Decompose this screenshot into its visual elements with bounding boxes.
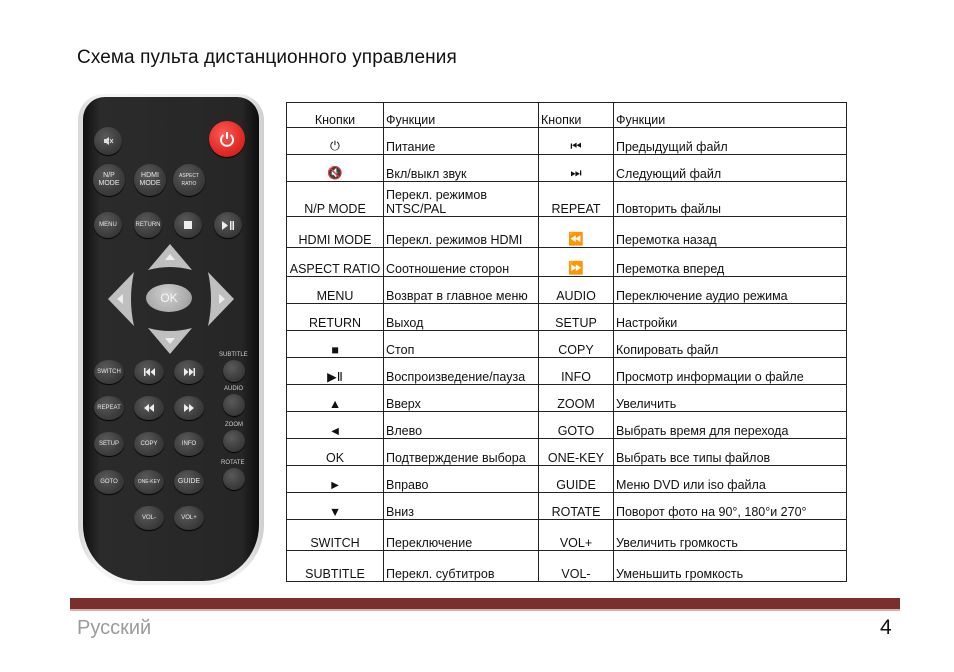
- function-cell: Настройки: [614, 304, 847, 331]
- header-functions-2: Функции: [614, 103, 847, 128]
- function-cell: Увеличить: [614, 385, 847, 412]
- function-cell: Повторить файлы: [614, 182, 847, 217]
- function-cell: Вниз: [384, 493, 539, 520]
- next-icon: [184, 368, 195, 376]
- left-arrow-icon: [108, 272, 136, 326]
- vol-plus-button: VOL+: [174, 506, 204, 530]
- button-cell: ▶Ⅱ: [287, 358, 384, 385]
- header-buttons-2: Кнопки: [539, 103, 614, 128]
- button-cell: ⏮: [539, 128, 614, 155]
- table-header-row: [287, 103, 847, 128]
- button-cell: SETUP: [539, 304, 614, 331]
- button-cell: GOTO: [539, 412, 614, 439]
- remote-control-image: [78, 94, 264, 585]
- function-cell: Выбрать все типы файлов: [614, 439, 847, 466]
- down-arrow-icon: [148, 326, 192, 354]
- stop-icon: [184, 221, 192, 229]
- function-cell: Перекл. режимов NTSC/PAL: [384, 182, 539, 217]
- table-row: [287, 331, 847, 358]
- button-cell: ■: [287, 331, 384, 358]
- button-cell: MENU: [287, 277, 384, 304]
- up-arrow-icon: [148, 244, 192, 272]
- rewind-button: [134, 396, 164, 420]
- function-cell: Перемотка назад: [614, 217, 847, 248]
- np-mode-button: N/P MODE: [93, 164, 125, 196]
- stop-button: [174, 212, 202, 238]
- repeat-button: REPEAT: [94, 396, 124, 420]
- play-pause-button: [214, 212, 242, 238]
- function-cell: Возврат в главное меню: [384, 277, 539, 304]
- return-button: RETURN: [134, 212, 162, 238]
- mute-icon: [102, 135, 114, 147]
- table-row: [287, 493, 847, 520]
- button-cell: SUBTITLE: [287, 551, 384, 582]
- function-cell: Предыдущий файл: [614, 128, 847, 155]
- forward-icon: [184, 404, 194, 412]
- button-cell: VOL-: [539, 551, 614, 582]
- function-cell: Увеличить громкость: [614, 520, 847, 551]
- table-row: [287, 439, 847, 466]
- function-cell: Следующий файл: [614, 155, 847, 182]
- info-button: INFO: [174, 432, 204, 456]
- page-title: Схема пульта дистанционного управления: [77, 47, 457, 68]
- button-cell: 🔇: [287, 155, 384, 182]
- forward-button: [174, 396, 204, 420]
- table-row: [287, 551, 847, 582]
- button-cell: GUIDE: [539, 466, 614, 493]
- vol-minus-button: VOL-: [134, 506, 164, 530]
- function-cell: Просмотр информации о файле: [614, 358, 847, 385]
- footer-rule: [70, 598, 900, 609]
- table-row: [287, 155, 847, 182]
- rewind-icon: [144, 404, 154, 412]
- audio-label: AUDIO: [224, 386, 244, 392]
- button-cell: OK: [287, 439, 384, 466]
- button-cell: SWITCH: [287, 520, 384, 551]
- function-cell: Вправо: [384, 466, 539, 493]
- button-cell: INFO: [539, 358, 614, 385]
- table-row: [287, 358, 847, 385]
- table-row: [287, 385, 847, 412]
- table-row: [287, 182, 847, 217]
- table-row: [287, 248, 847, 277]
- button-cell: ASPECT RATIO: [287, 248, 384, 277]
- button-function-table: [286, 102, 847, 582]
- mute-button: [94, 127, 122, 155]
- table-body: [287, 128, 847, 582]
- play-pause-icon: [222, 221, 234, 230]
- button-cell: VOL+: [539, 520, 614, 551]
- function-cell: Вверх: [384, 385, 539, 412]
- menu-button: MENU: [94, 212, 122, 238]
- header-functions-1: Функции: [384, 103, 539, 128]
- function-cell: Переключение: [384, 520, 539, 551]
- button-cell: HDMI MODE: [287, 217, 384, 248]
- next-button: [174, 360, 204, 384]
- function-cell: Перемотка вперед: [614, 248, 847, 277]
- function-cell: Выход: [384, 304, 539, 331]
- table-row: [287, 277, 847, 304]
- function-cell: Перекл. режимов HDMI: [384, 217, 539, 248]
- prev-button: [134, 360, 164, 384]
- button-cell: RETURN: [287, 304, 384, 331]
- function-cell: Вкл/выкл звук: [384, 155, 539, 182]
- function-cell: Меню DVD или iso файла: [614, 466, 847, 493]
- function-cell: Соотношение сторон: [384, 248, 539, 277]
- button-cell: ⏻: [287, 128, 384, 155]
- button-cell: COPY: [539, 331, 614, 358]
- button-cell: N/P MODE: [287, 182, 384, 217]
- footer-rule-shadow: [70, 609, 900, 611]
- goto-button: GOTO: [94, 470, 124, 494]
- prev-icon: [144, 368, 155, 376]
- function-cell: Поворот фото на 90°, 180°и 270°: [614, 493, 847, 520]
- function-cell: Стоп: [384, 331, 539, 358]
- aspect-ratio-button: ASPECT RATIO: [173, 164, 205, 196]
- button-cell: ⏪: [539, 217, 614, 248]
- button-cell: ROTATE: [539, 493, 614, 520]
- header-buttons-1: Кнопки: [287, 103, 384, 128]
- copy-button: COPY: [134, 432, 164, 456]
- button-cell: ►: [287, 466, 384, 493]
- function-cell: Питание: [384, 128, 539, 155]
- rotate-button: [223, 468, 245, 490]
- guide-button: GUIDE: [174, 470, 204, 494]
- function-cell: Уменьшить громкость: [614, 551, 847, 582]
- table-row: [287, 520, 847, 551]
- button-cell: ▼: [287, 493, 384, 520]
- table-row: [287, 412, 847, 439]
- button-cell: ▲: [287, 385, 384, 412]
- power-button: [209, 121, 245, 157]
- button-cell: ⏭: [539, 155, 614, 182]
- button-cell: ZOOM: [539, 385, 614, 412]
- one-key-button: ONE-KEY: [134, 470, 164, 494]
- page-number: 4: [880, 616, 892, 639]
- subtitle-label: SUBTITLE: [219, 352, 248, 358]
- function-cell: Переключение аудио режима: [614, 277, 847, 304]
- right-arrow-icon: [206, 272, 234, 326]
- function-cell: Перекл. субтитров: [384, 551, 539, 582]
- button-cell: ◄: [287, 412, 384, 439]
- function-cell: Подтверждение выбора: [384, 439, 539, 466]
- table-row: [287, 466, 847, 493]
- function-cell: Выбрать время для перехода: [614, 412, 847, 439]
- table-row: [287, 304, 847, 331]
- zoom-button: [223, 430, 245, 452]
- table-row: [287, 217, 847, 248]
- function-cell: Воспроизведение/пауза: [384, 358, 539, 385]
- table-row: [287, 128, 847, 155]
- audio-button: [223, 394, 245, 416]
- button-cell: ⏩: [539, 248, 614, 277]
- function-cell: Копировать файл: [614, 331, 847, 358]
- function-cell: Влево: [384, 412, 539, 439]
- ok-button: OK: [146, 284, 192, 312]
- footer-language: Русский: [77, 617, 152, 639]
- zoom-label: ZOOM: [225, 422, 243, 428]
- rotate-label: ROTATE: [221, 460, 245, 466]
- subtitle-button: [223, 360, 245, 382]
- setup-button: SETUP: [94, 432, 124, 456]
- button-cell: ONE-KEY: [539, 439, 614, 466]
- switch-button: SWITCH: [94, 360, 124, 384]
- button-cell: AUDIO: [539, 277, 614, 304]
- button-cell: REPEAT: [539, 182, 614, 217]
- power-icon: [218, 130, 236, 148]
- hdmi-mode-button: HDMI MODE: [134, 164, 166, 196]
